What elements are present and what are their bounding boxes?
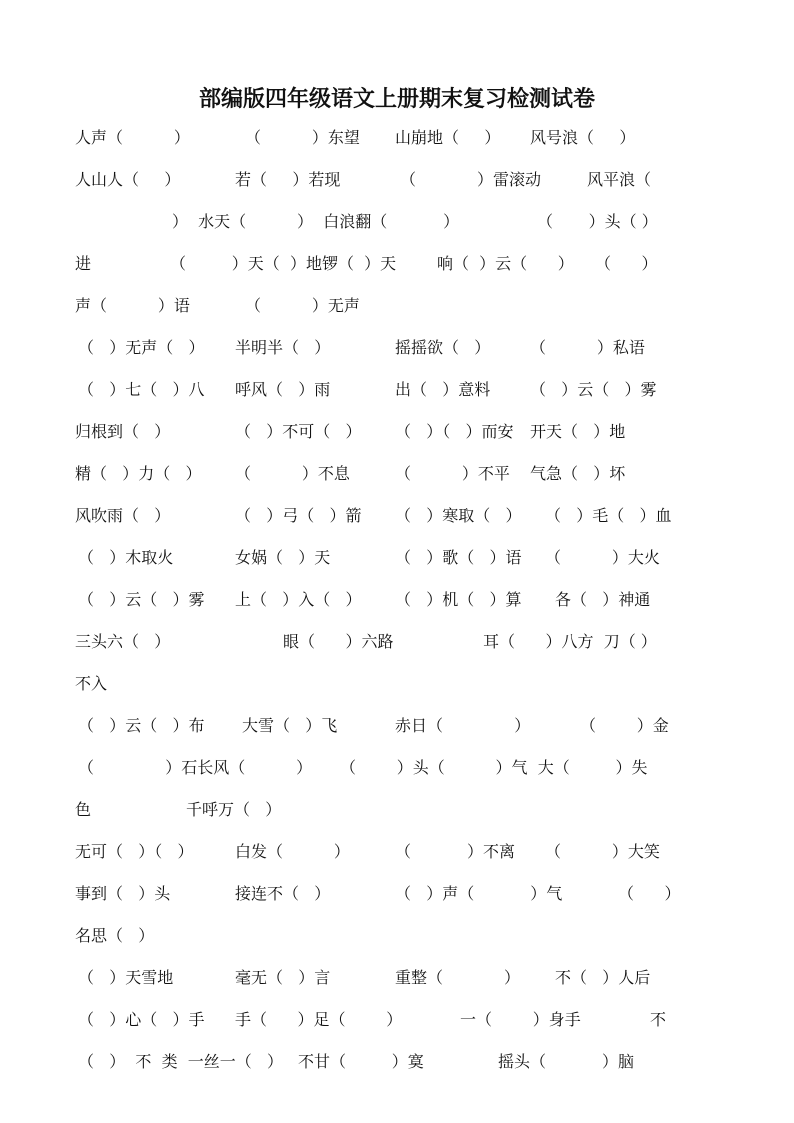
idiom-blank: （ ）头（ ）气 大（ ）失 xyxy=(340,758,648,777)
exercise-line xyxy=(0,168,794,192)
idiom-blank: 重整（ ） xyxy=(395,968,521,987)
idiom-blank: 山崩地（ ） xyxy=(395,128,501,147)
idiom-blank: （ ）石长风（ ） xyxy=(78,758,313,777)
idiom-blank: 大雪（ ）飞 xyxy=(242,716,338,735)
idiom-blank: 出（ ）意料 xyxy=(395,380,491,399)
idiom-blank: （ ）（ ）而安 xyxy=(395,422,514,441)
idiom-blank: （ ）无声（ ） xyxy=(78,338,205,357)
exercise-line xyxy=(0,378,794,402)
idiom-blank: （ ）歌（ ）语 xyxy=(395,548,522,567)
idiom-blank: （ ）声（ ）气 xyxy=(395,884,563,903)
exercise-line xyxy=(0,420,794,444)
idiom-blank: 耳（ ）八方 刀（ ） xyxy=(483,632,657,651)
idiom-blank: （ ）大火 xyxy=(545,548,660,567)
idiom-blank: （ ）金 xyxy=(580,716,669,735)
idiom-blank: 不 xyxy=(650,1010,667,1029)
idiom-blank: 名思（ ） xyxy=(75,926,155,945)
idiom-blank: 毫无（ ）言 xyxy=(235,968,331,987)
idiom-blank: 眼（ ）六路 xyxy=(283,632,394,651)
idiom-blank: 半明半（ ） xyxy=(235,338,331,357)
idiom-blank: 呼风（ ）雨 xyxy=(235,380,331,399)
exercise-line xyxy=(0,714,794,738)
idiom-blank: 归根到（ ） xyxy=(75,422,171,441)
idiom-blank: （ ） 不 类 一丝一（ ） xyxy=(78,1052,284,1071)
idiom-blank: 人声（ ） xyxy=(75,128,190,147)
idiom-blank: （ ）云（ ）雾 xyxy=(78,590,205,609)
idiom-blank: 摇头（ ）脑 xyxy=(498,1052,634,1071)
idiom-blank: 千呼万（ ） xyxy=(186,800,282,819)
idiom-blank: （ ）七（ ）八 xyxy=(78,380,205,399)
idiom-blank: （ ）不离 xyxy=(395,842,515,861)
idiom-blank: （ ）东望 xyxy=(245,128,360,147)
idiom-blank: （ ） xyxy=(618,884,681,903)
idiom-blank: 人山人（ ） xyxy=(75,170,181,189)
exercise-line xyxy=(0,630,794,654)
exercise-line xyxy=(0,336,794,360)
exercise-line xyxy=(0,840,794,864)
idiom-blank: 开天（ ）地 xyxy=(530,422,626,441)
idiom-blank: （ ）云（ ）雾 xyxy=(530,380,657,399)
idiom-blank: 一（ ）身手 xyxy=(460,1010,581,1029)
exercise-line xyxy=(0,504,794,528)
idiom-blank: 摇摇欲（ ） xyxy=(395,338,491,357)
idiom-blank: （ ） xyxy=(595,254,658,273)
idiom-blank: （ ）木取火 xyxy=(78,548,174,567)
idiom-blank: （ ）机（ ）算 xyxy=(395,590,522,609)
idiom-blank: 不入 xyxy=(75,674,108,693)
idiom-blank: （ ）云（ ）布 xyxy=(78,716,205,735)
idiom-blank: （ ）心（ ）手 xyxy=(78,1010,205,1029)
idiom-blank: 赤日（ ） xyxy=(395,716,531,735)
idiom-blank: （ ）无声 xyxy=(245,296,360,315)
idiom-blank: 精（ ）力（ ） xyxy=(75,464,202,483)
idiom-blank: （ ）不可（ ） xyxy=(235,422,362,441)
idiom-blank: 气急（ ）坏 xyxy=(530,464,626,483)
idiom-blank: 风吹雨（ ） xyxy=(75,506,171,525)
exercise-line xyxy=(0,252,794,276)
exercise-line xyxy=(0,126,794,150)
idiom-blank: 风号浪（ ） xyxy=(530,128,636,147)
idiom-blank: （ ）雷滚动 xyxy=(400,170,542,189)
idiom-blank: 声（ ）语 xyxy=(75,296,190,315)
idiom-blank: （ ）大笑 xyxy=(545,842,660,861)
idiom-blank: （ ）不平 xyxy=(395,464,510,483)
exercise-line xyxy=(0,756,794,780)
exercise-line xyxy=(0,546,794,570)
idiom-blank: 女娲（ ）天 xyxy=(235,548,331,567)
exercise-line xyxy=(0,672,794,696)
exercise-line xyxy=(0,798,794,822)
exercise-line xyxy=(0,294,794,318)
idiom-blank: 不甘（ ）寞 xyxy=(298,1052,424,1071)
idiom-blank: 白发（ ） xyxy=(235,842,350,861)
exercise-line xyxy=(0,1050,794,1074)
idiom-blank: 不（ ）人后 xyxy=(555,968,651,987)
exercise-line xyxy=(0,462,794,486)
idiom-blank: 响（ ）云（ ） xyxy=(437,254,574,273)
exercise-line xyxy=(0,588,794,612)
idiom-blank: 上（ ）入（ ） xyxy=(235,590,362,609)
exercise-line xyxy=(0,966,794,990)
exercise-line xyxy=(0,210,794,234)
idiom-blank: 风平浪（ xyxy=(587,170,652,189)
idiom-blank: 手（ ）足（ ） xyxy=(235,1010,403,1029)
idiom-blank: 三头六（ ） xyxy=(75,632,171,651)
exercise-line xyxy=(0,882,794,906)
idiom-blank: （ ）天（ ）地锣（ ）天 xyxy=(170,254,397,273)
idiom-blank: 若（ ）若现 xyxy=(235,170,341,189)
exercise-line xyxy=(0,1008,794,1032)
page-title: 部编版四年级语文上册期末复习检测试卷 xyxy=(198,87,595,112)
idiom-blank: 接连不（ ） xyxy=(235,884,331,903)
idiom-blank: （ ）私语 xyxy=(530,338,645,357)
idiom-blank: （ ）弓（ ）箭 xyxy=(235,506,362,525)
idiom-blank: 色 xyxy=(75,800,92,819)
exercise-line xyxy=(0,924,794,948)
idiom-blank: （ ）天雪地 xyxy=(78,968,174,987)
idiom-blank: （ ）不息 xyxy=(235,464,350,483)
idiom-blank: （ ）寒取（ ） xyxy=(395,506,522,525)
idiom-blank: ） 水天（ ） 白浪翻（ ） xyxy=(172,212,460,231)
idiom-blank: 各（ ）神通 xyxy=(555,590,651,609)
idiom-blank: （ ）头（ ） xyxy=(537,212,658,231)
idiom-blank: 无可（ ）（ ） xyxy=(75,842,194,861)
idiom-blank: 事到（ ）头 xyxy=(75,884,171,903)
idiom-blank: （ ）毛（ ）血 xyxy=(545,506,672,525)
idiom-blank: 进 xyxy=(75,254,92,273)
